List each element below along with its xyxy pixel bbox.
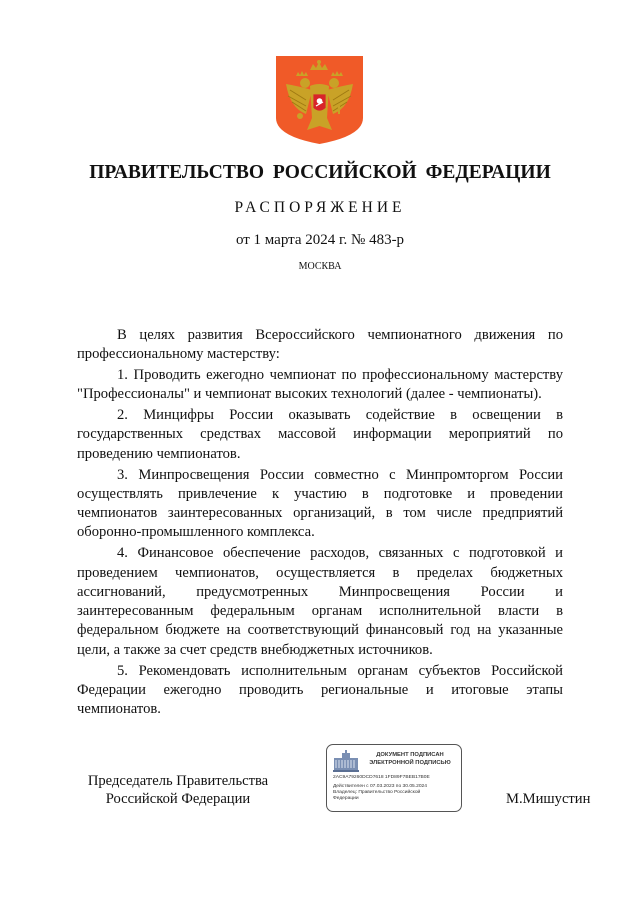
- electronic-signature-stamp: [326, 744, 462, 812]
- esign-owner-line2: Федерации: [333, 796, 359, 801]
- document-date-number: от 1 марта 2024 г. № 483-р: [235, 232, 405, 248]
- paragraph-4: 4. Финансовое обеспечение расходов, связанных с подготовкой и проведением чемпионатов, осуществляется в пределах бюджетных ассигнований, предусмотренных Минпросвещения России и заинтересованным федеральным органам исполнительной власти в федеральном бюджете на соответствующий финансовый год на указанные цели, а также за счет средств внебюджетных источников.: [77, 545, 563, 658]
- esign-validity: Действителен с 07.03.2023 по 30.05.2024: [333, 784, 427, 789]
- paragraph-3: 3. Минпросвещения России совместно с Минпромторгом России осуществлять привлечение к участию в подготовке и проведении чемпионатов заинтересованных организаций, в том числе предприятий оборонно-промышленного комплекса.: [77, 466, 563, 541]
- state-emblem: [276, 56, 363, 144]
- document-type: РАСПОРЯЖЕНИЕ: [234, 199, 406, 216]
- document-city: МОСКВА: [298, 261, 342, 272]
- esign-title-line1: ДОКУМЕНТ ПОДПИСАН: [376, 752, 444, 758]
- esign-owner-line1: Владелец: Правительство Российской: [333, 790, 421, 795]
- signatory-position-line2: Российской Федерации: [105, 791, 251, 807]
- signatory-position: [78, 772, 278, 808]
- paragraph-1: 1. Проводить ежегодно чемпионат по профессиональному мастерству "Профессионалы" и чемпионат высоких технологий (далее - чемпионаты).: [77, 367, 563, 403]
- government-title: ПРАВИТЕЛЬСТВО РОССИЙСКОЙ ФЕДЕРАЦИИ: [89, 162, 551, 183]
- signatory-name: М.Мишустин: [506, 791, 591, 807]
- esign-certificate: 2AC9A79260DCD7618 1FD89F7BEB17B0E: [333, 775, 430, 780]
- signatory-position-line1: Председатель Правительства: [87, 773, 269, 789]
- esign-title-line2: ЭЛЕКТРОННОЙ ПОДПИСЬЮ: [369, 759, 451, 766]
- document-body: [77, 326, 563, 721]
- esign-title: [361, 752, 459, 767]
- paragraph-5: 5. Рекомендовать исполнительным органам субъектов Российской Федерации ежегодно проводить региональные и итоговые этапы чемпионатов.: [77, 662, 563, 718]
- paragraph-preamble: В целях развития Всероссийского чемпионатного движения по профессиональному мастерству:: [77, 327, 563, 363]
- paragraph-2: 2. Минцифры России оказывать содействие в освещении в государственных средствах массовой информации мероприятий по проведению чемпионатов.: [77, 407, 563, 462]
- government-building-icon: [333, 750, 359, 772]
